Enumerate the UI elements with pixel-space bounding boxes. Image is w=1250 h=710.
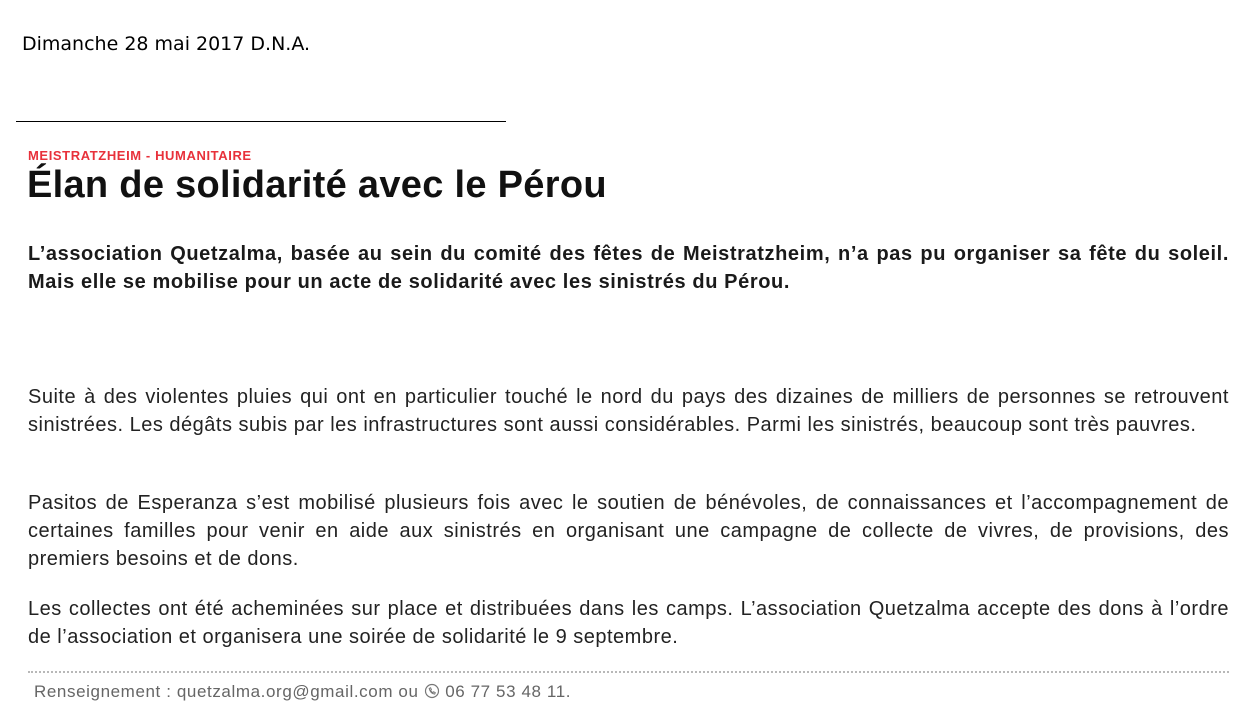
contact-line	[34, 682, 571, 702]
contact-phone: 06 77 53 48 11.	[445, 682, 572, 701]
article-paragraph: Pasitos de Esperanza s’est mobilisé plusieurs fois avec le soutien de bénévoles, de connaissances et l’accompagnement de certaines familles pour venir en aide aux sinistrés en organisant une campagne de collecte de vivres, de provisions, des premiers besoins et de dons.	[28, 492, 1229, 570]
contact-prefix: Renseignement : quetzalma.org@gmail.com ou	[34, 682, 419, 701]
separator-line	[16, 121, 506, 122]
article-kicker: MEISTRATZHEIM - HUMANITAIRE	[28, 148, 252, 163]
article-paragraph: Les collectes ont été acheminées sur place et distribuées dans les camps. L’association Quetzalma accepte des dons à l’ordre de l’association et organisera une soirée de solidarité le 9 septembre.	[28, 598, 1229, 648]
article-paragraph: Suite à des violentes pluies qui ont en particulier touché le nord du pays des dizaines de milliers de personnes se retrouvent sinistrées. Les dégâts subis par les infrastructures sont aussi considérables. Parmi les sinistrés, beaucoup sont très pauvres.	[28, 386, 1229, 436]
article-headline: Élan de solidarité avec le Pérou	[27, 164, 607, 206]
article-lead: L’association Quetzalma, basée au sein du comité des fêtes de Meistratzheim, n’a pas pu organiser sa fête du soleil. Mais elle se mobilise pour un acte de solidarité avec les sinistrés du Pérou.	[28, 243, 1229, 293]
footer-dotted-divider	[28, 671, 1229, 673]
date-line: Dimanche 28 mai 2017 D.N.A.	[22, 33, 311, 55]
phone-icon	[424, 683, 440, 699]
